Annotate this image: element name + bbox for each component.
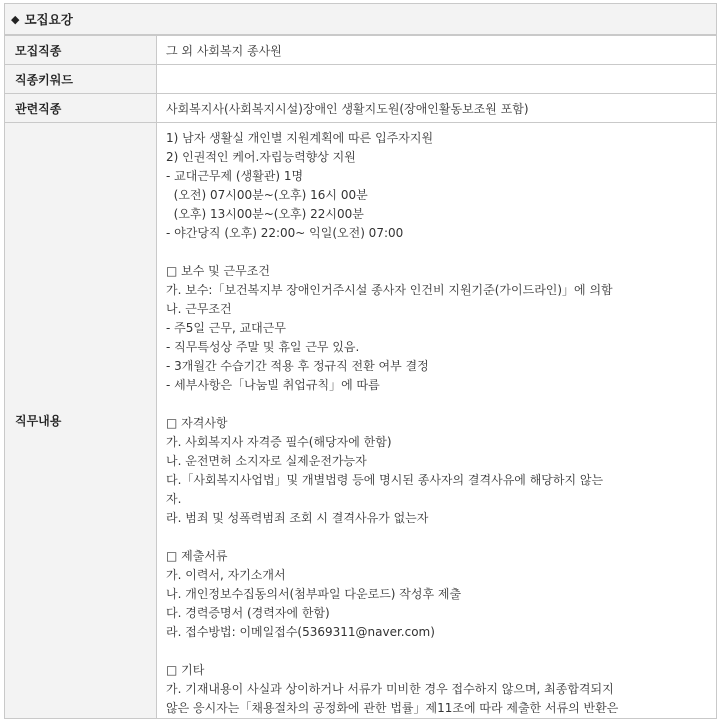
duty-line: 가. 기재내용이 사실과 상이하거나 서류가 미비한 경우 접수하지 않으며, 최종합격되지 (166, 682, 614, 696)
table-row (5, 123, 717, 719)
duty-line: 않은 응시자는「채용절차의 공정화에 관한 법률」제11조에 따라 제출한 서류의 반환은 (166, 701, 619, 715)
duty-line: 나. 근무조건 (166, 302, 232, 316)
section-title: 모집요강 (24, 12, 73, 27)
duties-label: 직무내용 (5, 123, 157, 719)
duty-line: □ 자격사항 (166, 416, 228, 430)
blank-line (166, 243, 708, 262)
row-value: 그 외 사회복지 종사원 (157, 36, 717, 65)
duty-line: 나. 운전면허 소지자로 실제운전가능자 (166, 454, 367, 468)
duty-line: 라. 접수방법: 이메일접수(5369311@naver.com) (166, 625, 435, 639)
duty-line: 나. 개인정보수집동의서(첨부파일 다운로드) 작성후 제출 (166, 587, 462, 601)
duty-line: □ 보수 및 근무조건 (166, 264, 270, 278)
recruitment-table (4, 35, 717, 719)
blank-line (166, 395, 708, 414)
duty-line: 라. 범죄 및 성폭력범죄 조회 시 결격사유가 없는자 (166, 511, 429, 525)
duty-line: - 세부사항은「나눔빌 취업규칙」에 따름 (166, 378, 380, 392)
row-value (157, 65, 717, 94)
duty-line: □ 기타 (166, 663, 205, 677)
table-row (5, 36, 717, 65)
duty-line: 다. 경력증명서 (경력자에 한함) (166, 606, 330, 620)
duty-line: 1) 남자 생활실 개인별 지원계획에 따른 입주자지원 (166, 131, 434, 145)
duty-line: - 교대근무제 (생활관) 1명 (166, 169, 304, 183)
duty-line: (오후) 13시00분~(오후) 22시00분 (166, 207, 364, 221)
duty-line: 가. 이력서, 자기소개서 (166, 568, 286, 582)
recruitment-summary (4, 3, 717, 719)
duty-line: 자. (166, 492, 182, 506)
blank-line (166, 642, 708, 661)
table-row (5, 94, 717, 123)
duty-line: - 야간당직 (오후) 22:00~ 익일(오전) 07:00 (166, 226, 404, 240)
duty-line: (오전) 07시00분~(오후) 16시 00분 (166, 188, 368, 202)
row-value: 사회복지사(사회복지시설)장애인 생활지도원(장애인활동보조원 포함) (157, 94, 717, 123)
section-header (4, 3, 717, 35)
duty-line: - 3개월간 수습기간 적용 후 정규직 전환 여부 결정 (166, 359, 429, 373)
duty-line: 가. 사회복지사 자격증 필수(해당자에 한함) (166, 435, 392, 449)
row-label: 관련직종 (5, 94, 157, 123)
blank-line (166, 528, 708, 547)
duty-line: 2) 인권적인 케어.자립능력향상 지원 (166, 150, 356, 164)
row-label: 모집직종 (5, 36, 157, 65)
table-row (5, 65, 717, 94)
duty-line: 다.「사회복지사업법」및 개별법령 등에 명시된 종사자의 결격사유에 해당하지 않는 (166, 473, 604, 487)
duty-line: □ 제출서류 (166, 549, 228, 563)
duty-line: - 주5일 근무, 교대근무 (166, 321, 286, 335)
duty-line: - 직무특성상 주말 및 휴일 근무 있음. (166, 340, 360, 354)
row-label: 직종키워드 (5, 65, 157, 94)
duties-content (157, 123, 717, 719)
diamond-icon: ◆ (11, 12, 20, 26)
duty-line: 가. 보수:「보건복지부 장애인거주시설 종사자 인건비 지원기준(가이드라인)」에 의함 (166, 283, 613, 297)
